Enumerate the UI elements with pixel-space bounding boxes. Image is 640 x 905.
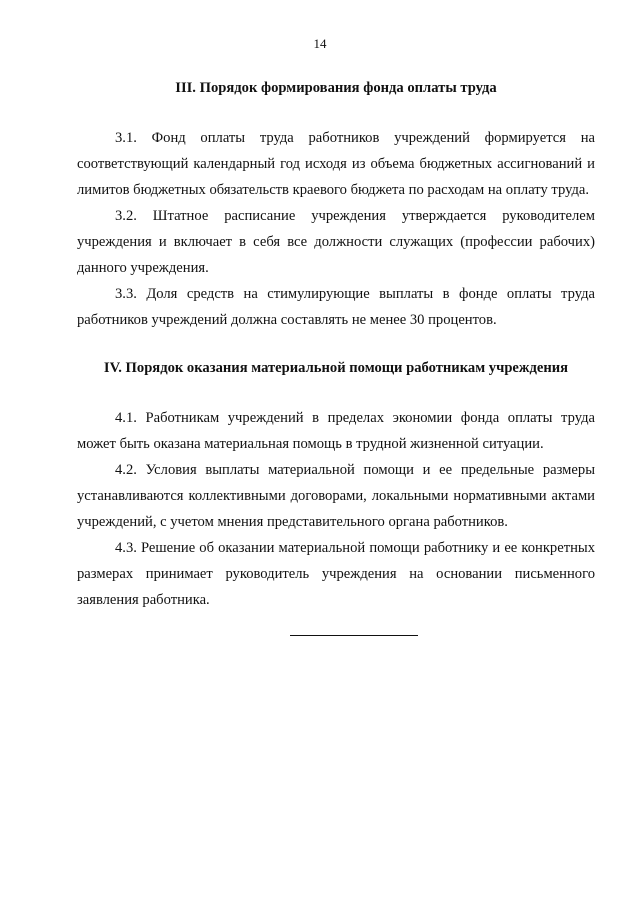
paragraph-3-2: 3.2. Штатное расписание учреждения утверждается руководителем учреждения и включает в себя все должности служащих (профессии рабочих) данного учреждения. — [77, 208, 595, 276]
paragraph-3-3: 3.3. Доля средств на стимулирующие выплаты в фонде оплаты труда работников учреждений должна составлять не менее 30 процентов. — [77, 286, 595, 328]
document-body — [77, 75, 595, 636]
section-heading-iv: IV. Порядок оказания материальной помощи работникам учреждения — [103, 360, 569, 376]
paragraph-4-2: 4.2. Условия выплаты материальной помощи и ее предельные размеры устанавливаются коллективными договорами, локальными нормативными актами учреждений, с учетом мнения представительного органа работников. — [77, 462, 595, 530]
closing-rule — [290, 635, 418, 636]
page-number: 14 — [313, 36, 327, 51]
paragraph-4-3: 4.3. Решение об оказании материальной помощи работнику и ее конкретных размерах принимает руководитель учреждения на основании письменного заявления работника. — [77, 540, 595, 608]
section-heading-iii: III. Порядок формирования фонда оплаты труда — [175, 80, 497, 96]
paragraph-3-1: 3.1. Фонд оплаты труда работников учреждений формируется на соответствующий календарный год исходя из объема бюджетных ассигнований и лимитов бюджетных обязательств краевого бюджета по расходам на оплату труда. — [77, 130, 595, 198]
paragraph-4-1: 4.1. Работникам учреждений в пределах экономии фонда оплаты труда может быть оказана материальная помощь в трудной жизненной ситуации. — [77, 410, 595, 452]
